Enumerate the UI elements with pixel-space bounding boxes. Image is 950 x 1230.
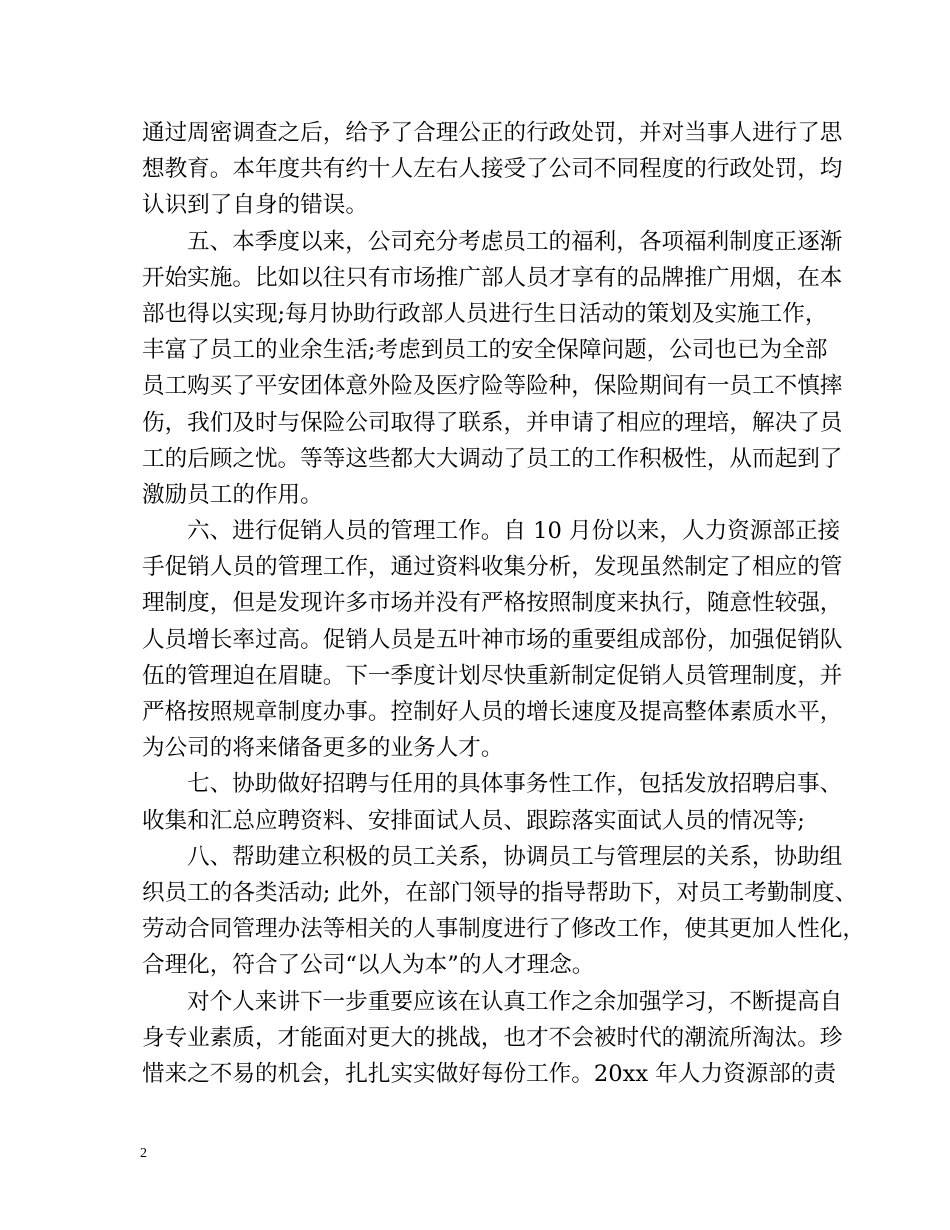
document-body: [142, 115, 865, 1092]
text-line: 人员增长率过高。促销人员是五叶神市场的重要组成部份，加强促销队: [142, 626, 843, 653]
text-line: 收集和汇总应聘资料、安排面试人员、跟踪落实面试人员的情况等;: [142, 807, 805, 834]
text-line: 手促销人员的管理工作，通过资料收集分析，发现虽然制定了相应的管: [142, 554, 843, 581]
text-line: 部也得以实现;每月协助行政部人员进行生日活动的策划及实施工作，: [142, 300, 828, 327]
text-line: 严格按照规章制度办事。控制好人员的增长速度及提高整体素质水平，: [142, 699, 843, 725]
text-line: 合理化，符合了公司“以人为本”的人才理念。: [142, 952, 595, 979]
text-line: 伍的管理迫在眉睫。下一季度计划尽快重新制定促销人员管理制度，并: [142, 662, 843, 689]
page-number: 2: [140, 1146, 147, 1161]
text-line: 激励员工的作用。: [142, 481, 323, 508]
text-line: 身专业素质，才能面对更大的挑战，也才不会被时代的潮流所淘汰。珍: [142, 1024, 843, 1051]
text-line: 伤，我们及时与保险公司取得了联系，并申请了相应的理培，解决了员: [142, 409, 843, 436]
text-line: 八、帮助建立积极的员工关系，协调员工与管理层的关系，协助组: [187, 843, 843, 870]
text-line: 通过周密调查之后，给予了合理公正的行政处罚，并对当事人进行了思: [142, 120, 843, 146]
text-line: 员工购买了平安团体意外险及医疗险等险种，保险期间有一员工不慎摔: [142, 373, 843, 400]
text-line: 理制度，但是发现许多市场并没有严格按照制度来执行，随意性较强，: [142, 590, 843, 617]
text-line: 开始实施。比如以往只有市场推广部人员才享有的品牌推广用烟，在本: [142, 264, 843, 291]
text-line: 为公司的将来储备更多的业务人才。: [142, 735, 504, 762]
text-line: 认识到了自身的错误。: [142, 192, 368, 219]
text-line: 劳动合同管理办法等相关的人事制度进行了修改工作，使其更加人性化，: [142, 916, 865, 943]
text-line: 丰富了员工的业余生活;考虑到员工的安全保障问题，公司也已为全部: [142, 337, 828, 364]
text-line: 七、协助做好招聘与任用的具体事务性工作，包括发放招聘启事、: [187, 771, 843, 798]
text-line: 五、本季度以来，公司充分考虑员工的福利，各项福利制度正逐渐: [187, 228, 843, 255]
text-line: 惜来之不易的机会，扎扎实实做好每份工作。20xx 年人力资源部的责: [142, 1060, 837, 1087]
text-line: 六、进行促销人员的管理工作。自 10 月份以来，人力资源部正接: [187, 518, 841, 545]
text-line: 想教育。本年度共有约十人左右人接受了公司不同程度的行政处罚，均: [142, 156, 843, 183]
text-line: 织员工的各类活动; 此外，在部门领导的指导帮助下，对员工考勤制度、: [142, 879, 858, 906]
text-line: 工的后顾之忧。等等这些都大大调动了员工的工作积极性，从而起到了: [142, 445, 843, 472]
text-line: 对个人来讲下一步重要应该在认真工作之余加强学习，不断提高自: [187, 988, 843, 1015]
